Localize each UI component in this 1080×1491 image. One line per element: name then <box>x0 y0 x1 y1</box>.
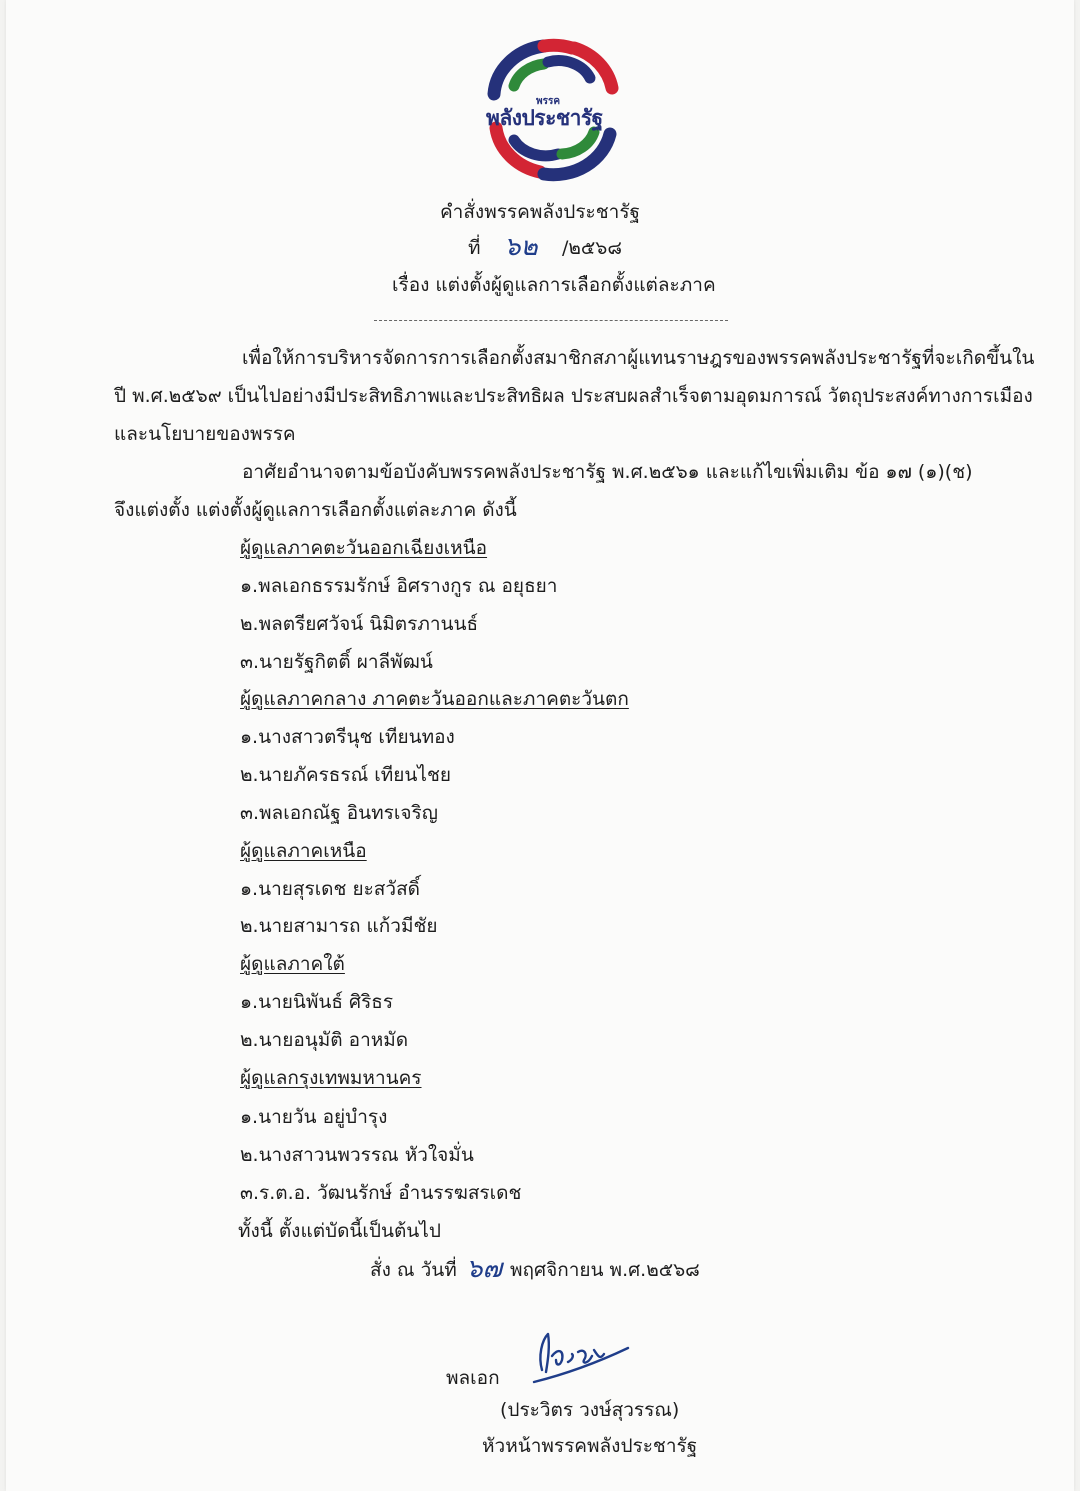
signer-name: (ประวิตร วงษ์สุวรรณ) <box>500 1399 680 1421</box>
section-heading-central: ผู้ดูแลภาคกลาง ภาคตะวันออกและภาคตะวันตก <box>240 688 629 710</box>
logo-text-main: พลังประชารัฐ <box>486 106 603 130</box>
header-divider <box>374 320 728 321</box>
effective-statement: ทั้งนี้ ตั้งแต่บัดนี้เป็นต้นไป <box>238 1220 441 1242</box>
order-date-suffix: พฤศจิกายน พ.ศ.๒๕๖๘ <box>510 1259 700 1281</box>
order-date-prefix: สั่ง ณ วันที่ <box>370 1259 457 1281</box>
list-item: ๓.นายรัฐกิตติ์ ผาลีพัฒน์ <box>240 651 433 673</box>
section-heading-bangkok: ผู้ดูแลกรุงเทพมหานคร <box>240 1067 422 1089</box>
order-day-handwritten: ๖๗ <box>466 1254 503 1284</box>
list-item: ๑.พลเอกธรรมรักษ์ อิศรางกูร ณ อยุธยา <box>240 575 558 597</box>
paragraph-1-line-3: และนโยบายของพรรค <box>114 423 296 445</box>
section-heading-south: ผู้ดูแลภาคใต้ <box>240 953 345 975</box>
list-item: ๒.พลตรียศวัจน์ นิมิตรภานนธ์ <box>240 613 479 635</box>
handwritten-signature <box>528 1326 638 1386</box>
list-item: ๒.นายภัครธรณ์ เทียนไชย <box>240 764 451 786</box>
paragraph-1-line-1: เพื่อให้การบริหารจัดการการเลือกตั้งสมาชิกสภาผู้แทนราษฎรของพรรคพลังประชารัฐที่จะเกิดขึ้นใน <box>242 347 1035 369</box>
list-item: ๓.ร.ต.อ. วัฒนรักษ์ อำนรรฆสรเดช <box>240 1182 522 1204</box>
list-item: ๑.นางสาวตรีนุช เทียนทอง <box>240 726 455 748</box>
document-number-label: ที่ <box>468 237 481 259</box>
list-item: ๓.พลเอกณัฐ อินทรเจริญ <box>240 802 438 824</box>
list-item: ๑.นายสุรเดช ยะสวัสดิ์ <box>240 878 420 900</box>
list-item: ๑.นายนิพันธ์ ศิริธร <box>240 991 394 1013</box>
signer-position: หัวหน้าพรรคพลังประชารัฐ <box>482 1435 698 1457</box>
paragraph-2-line-1: อาศัยอำนาจตามข้อบังคับพรรคพลังประชารัฐ พ.ศ.๒๕๖๑ และแก้ไขเพิ่มเติม ข้อ ๑๗ (๑)(ช) <box>242 461 973 483</box>
document-page <box>6 0 1074 1491</box>
document-subject: เรื่อง แต่งตั้งผู้ดูแลการเลือกตั้งแต่ละภาค <box>392 274 716 296</box>
paragraph-1-line-2: ปี พ.ศ.๒๕๖๙ เป็นไปอย่างมีประสิทธิภาพและประสิทธิผล ประสบผลสำเร็จตามอุดมการณ์ วัตถุประสงค์ทางการเมือง <box>114 385 1033 407</box>
list-item: ๑.นายวัน อยู่บำรุง <box>240 1106 388 1128</box>
list-item: ๒.นายสามารถ แก้วมีชัย <box>240 915 438 937</box>
list-item: ๒.นางสาวนพวรรณ หัวใจมั่น <box>240 1144 474 1166</box>
signer-rank: พลเอก <box>446 1367 500 1389</box>
section-heading-northeast: ผู้ดูแลภาคตะวันออกเฉียงเหนือ <box>240 537 488 559</box>
party-logo <box>474 36 626 182</box>
list-item: ๒.นายอนุมัติ อาหมัด <box>240 1029 409 1051</box>
document-number-handwritten: ๖๒ <box>504 232 538 262</box>
document-title: คำสั่งพรรคพลังประชารัฐ <box>439 201 641 223</box>
section-heading-north: ผู้ดูแลภาคเหนือ <box>240 840 367 862</box>
document-number-year: /๒๕๖๘ <box>562 237 623 259</box>
paragraph-2-line-2: จึงแต่งตั้ง แต่งตั้งผู้ดูแลการเลือกตั้งแต่ละภาค ดังนี้ <box>114 499 517 521</box>
logo-text-small: พรรค <box>536 96 561 107</box>
